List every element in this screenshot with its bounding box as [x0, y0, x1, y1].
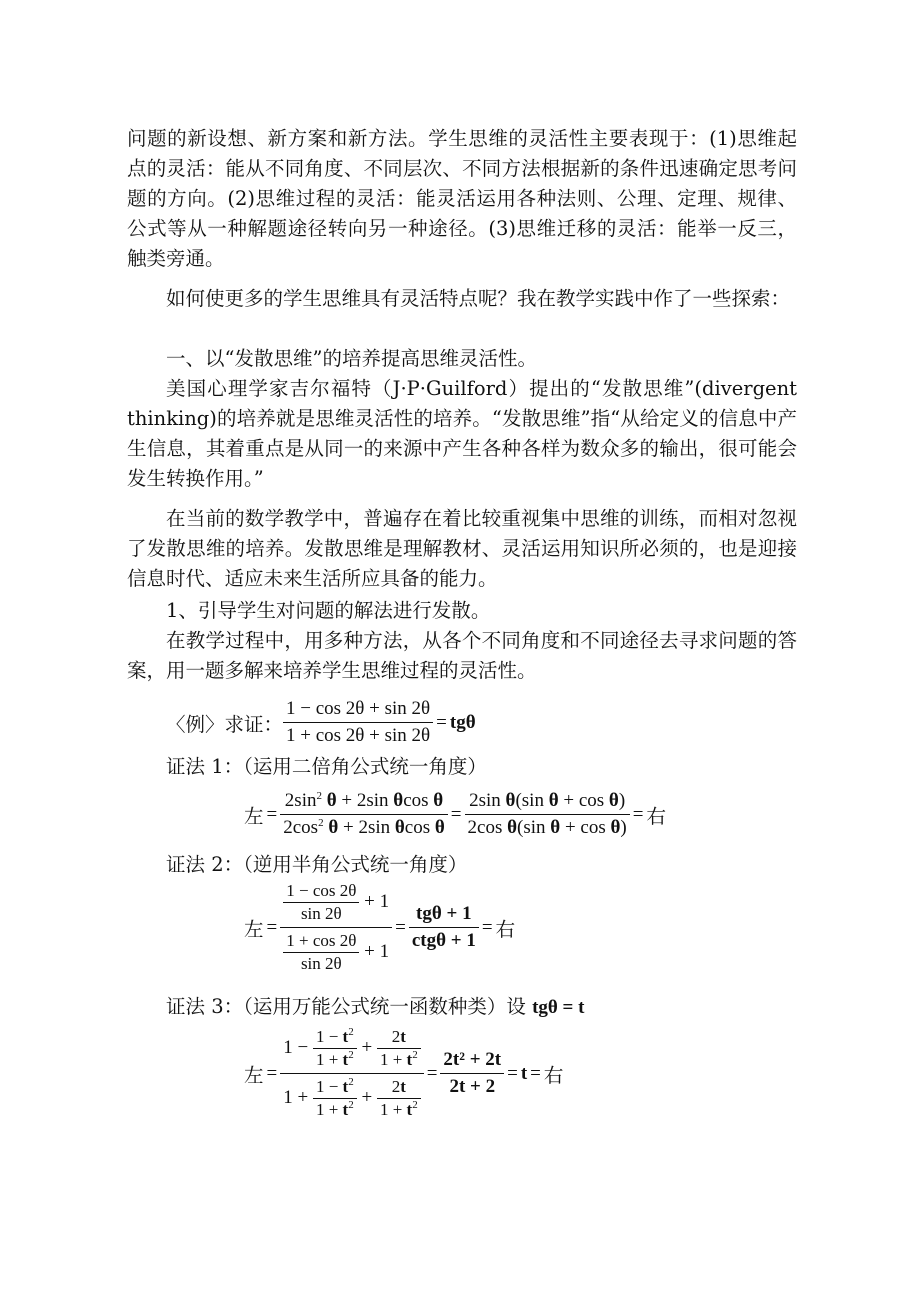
proof2-right: 右: [495, 917, 516, 941]
proof3-result: t: [520, 1062, 528, 1084]
proof2-left: 左: [244, 917, 264, 941]
proof1-equation: 左 = $\frac{2\sin^2 \theta + 2\sin \theta\cos \theta}{2\cos^2 \theta + 2\sin \theta\cos \theta}$ = $\frac{\text{2sin θ(sin θ + cos θ)}}{\text{2cos θ(sin θ + cos θ)}}$ = 右: [244, 788, 666, 841]
proof2-compound-fraction: $\frac{1 - \cos 2\theta}{\sin 2\theta}$ + 1 $\frac{1 + \cos 2\theta}{\sin 2\theta}$ + 1: [280, 880, 392, 975]
proof3-assume: tgθ = t: [532, 997, 585, 1018]
paragraph-current-teaching: 在当前的数学教学中，普遍存在着比较重视集中思维的训练，而相对忽视了发散思维的培养。发散思维是理解教材、灵活运用知识所必须的，也是迎接信息时代、适应未来生活所应具备的能力。: [127, 507, 797, 590]
example-fraction: [283, 696, 433, 749]
example-equation: 〈例〉求证： $\frac{1 - \cos 2\theta + \sin 2\theta}{1 + \cos 2\theta + \sin 2\theta}$ = tgθ: [166, 696, 476, 749]
example-denominator: 1 + cos 2θ + sin 2θ: [286, 725, 431, 746]
proof1-fraction-a: $\frac{2\sin^2 \theta + 2\sin \theta\cos \theta}{2\cos^2 \theta + 2\sin \theta\cos \theta}$: [280, 788, 448, 841]
subheading-method-divergence: 1、引导学生对问题的解法进行发散。: [166, 599, 491, 622]
proof2-label: 证法 2：（逆用半角公式统一角度）: [166, 853, 468, 876]
paragraph-flexibility: 问题的新设想、新方案和新方法。学生思维的灵活性主要表现于：(1)思维起点的灵活：能从不同角度、不同层次、不同方法根据新的条件迅速确定思考问题的方向。(2)思维过程的灵活：能灵活运用各种法则、公理、定理、规律、公式等从一种解题途径转向另一种途径。(3)思维迁移的灵活：能举一反三，触类旁通。: [127, 127, 797, 270]
proof1-label: 证法 1：（运用二倍角公式统一角度）: [166, 755, 487, 778]
proof3-equation: 左 = 1 − $\frac{1 - t^2}{1 + t^2}$ + $\frac{2t}{1 + t^2}$ 1 + $\frac{1 - t^2}{1 + t^2}$ + $\frac{2t}{1 + t^2}$ = $\frac{\text{2t² + 2t}}{2t + 2}$ = t = 右: [244, 1026, 564, 1119]
example-label: 〈例〉求证：: [166, 712, 284, 736]
proof1-left: 左: [244, 804, 264, 828]
example-numerator: 1 − cos 2θ + sin 2θ: [283, 696, 433, 723]
proof2-tg-fraction: $\frac{\text{tgθ + 1}}{\text{ctgθ + 1}}$: [409, 901, 479, 954]
proof1-fraction-b: $\frac{\text{2sin θ(sin θ + cos θ)}}{\text{2cos θ(sin θ + cos θ)}}$: [465, 788, 630, 841]
section-heading-divergent: 一、以“发散思维”的培养提高思维灵活性。: [166, 347, 537, 370]
proof3-simplified-fraction: $\frac{\text{2t² + 2t}}{2t + 2}$: [440, 1047, 504, 1100]
example-rhs: tgθ: [449, 711, 476, 733]
proof2-equation: 左 = $\frac{1 - \cos 2\theta}{\sin 2\theta}$ + 1 $\frac{1 + \cos 2\theta}{\sin 2\theta}$ + 1 = $\frac{\text{tgθ + 1}}{\text{ctgθ + 1}}$ = 右: [244, 881, 516, 973]
proof3-left: 左: [244, 1063, 264, 1087]
paragraph-question: 如何使更多的学生思维具有灵活特点呢？我在教学实践中作了一些探索：: [166, 287, 791, 310]
paragraph-multiple-solutions: 在教学过程中，用多种方法，从各个不同角度和不同途径去寻求问题的答案，用一题多解来培养学生思维过程的灵活性。: [127, 629, 797, 682]
proof3-label: 证法 3：（运用万能公式统一函数种类）设 tgθ = t: [166, 995, 585, 1018]
proof1-right: 右: [646, 804, 666, 828]
proof3-compound-fraction: 1 − $\frac{1 - t^2}{1 + t^2}$ + $\frac{2t}{1 + t^2}$ 1 + $\frac{1 - t^2}{1 + t^2}$ + $\frac{2t}{1 + t^2}$: [280, 1026, 423, 1121]
paragraph-guilford: 美国心理学家吉尔福特（J·P·Guilford）提出的“发散思维”(divergent thinking)的培养就是思维灵活性的培养。“发散思维”指“从给定义的信息中产生信息，其着重点是从同一的来源中产生各种各样为数众多的输出，很可能会发生转换作用。”: [127, 377, 797, 490]
proof3-right: 右: [543, 1063, 564, 1087]
